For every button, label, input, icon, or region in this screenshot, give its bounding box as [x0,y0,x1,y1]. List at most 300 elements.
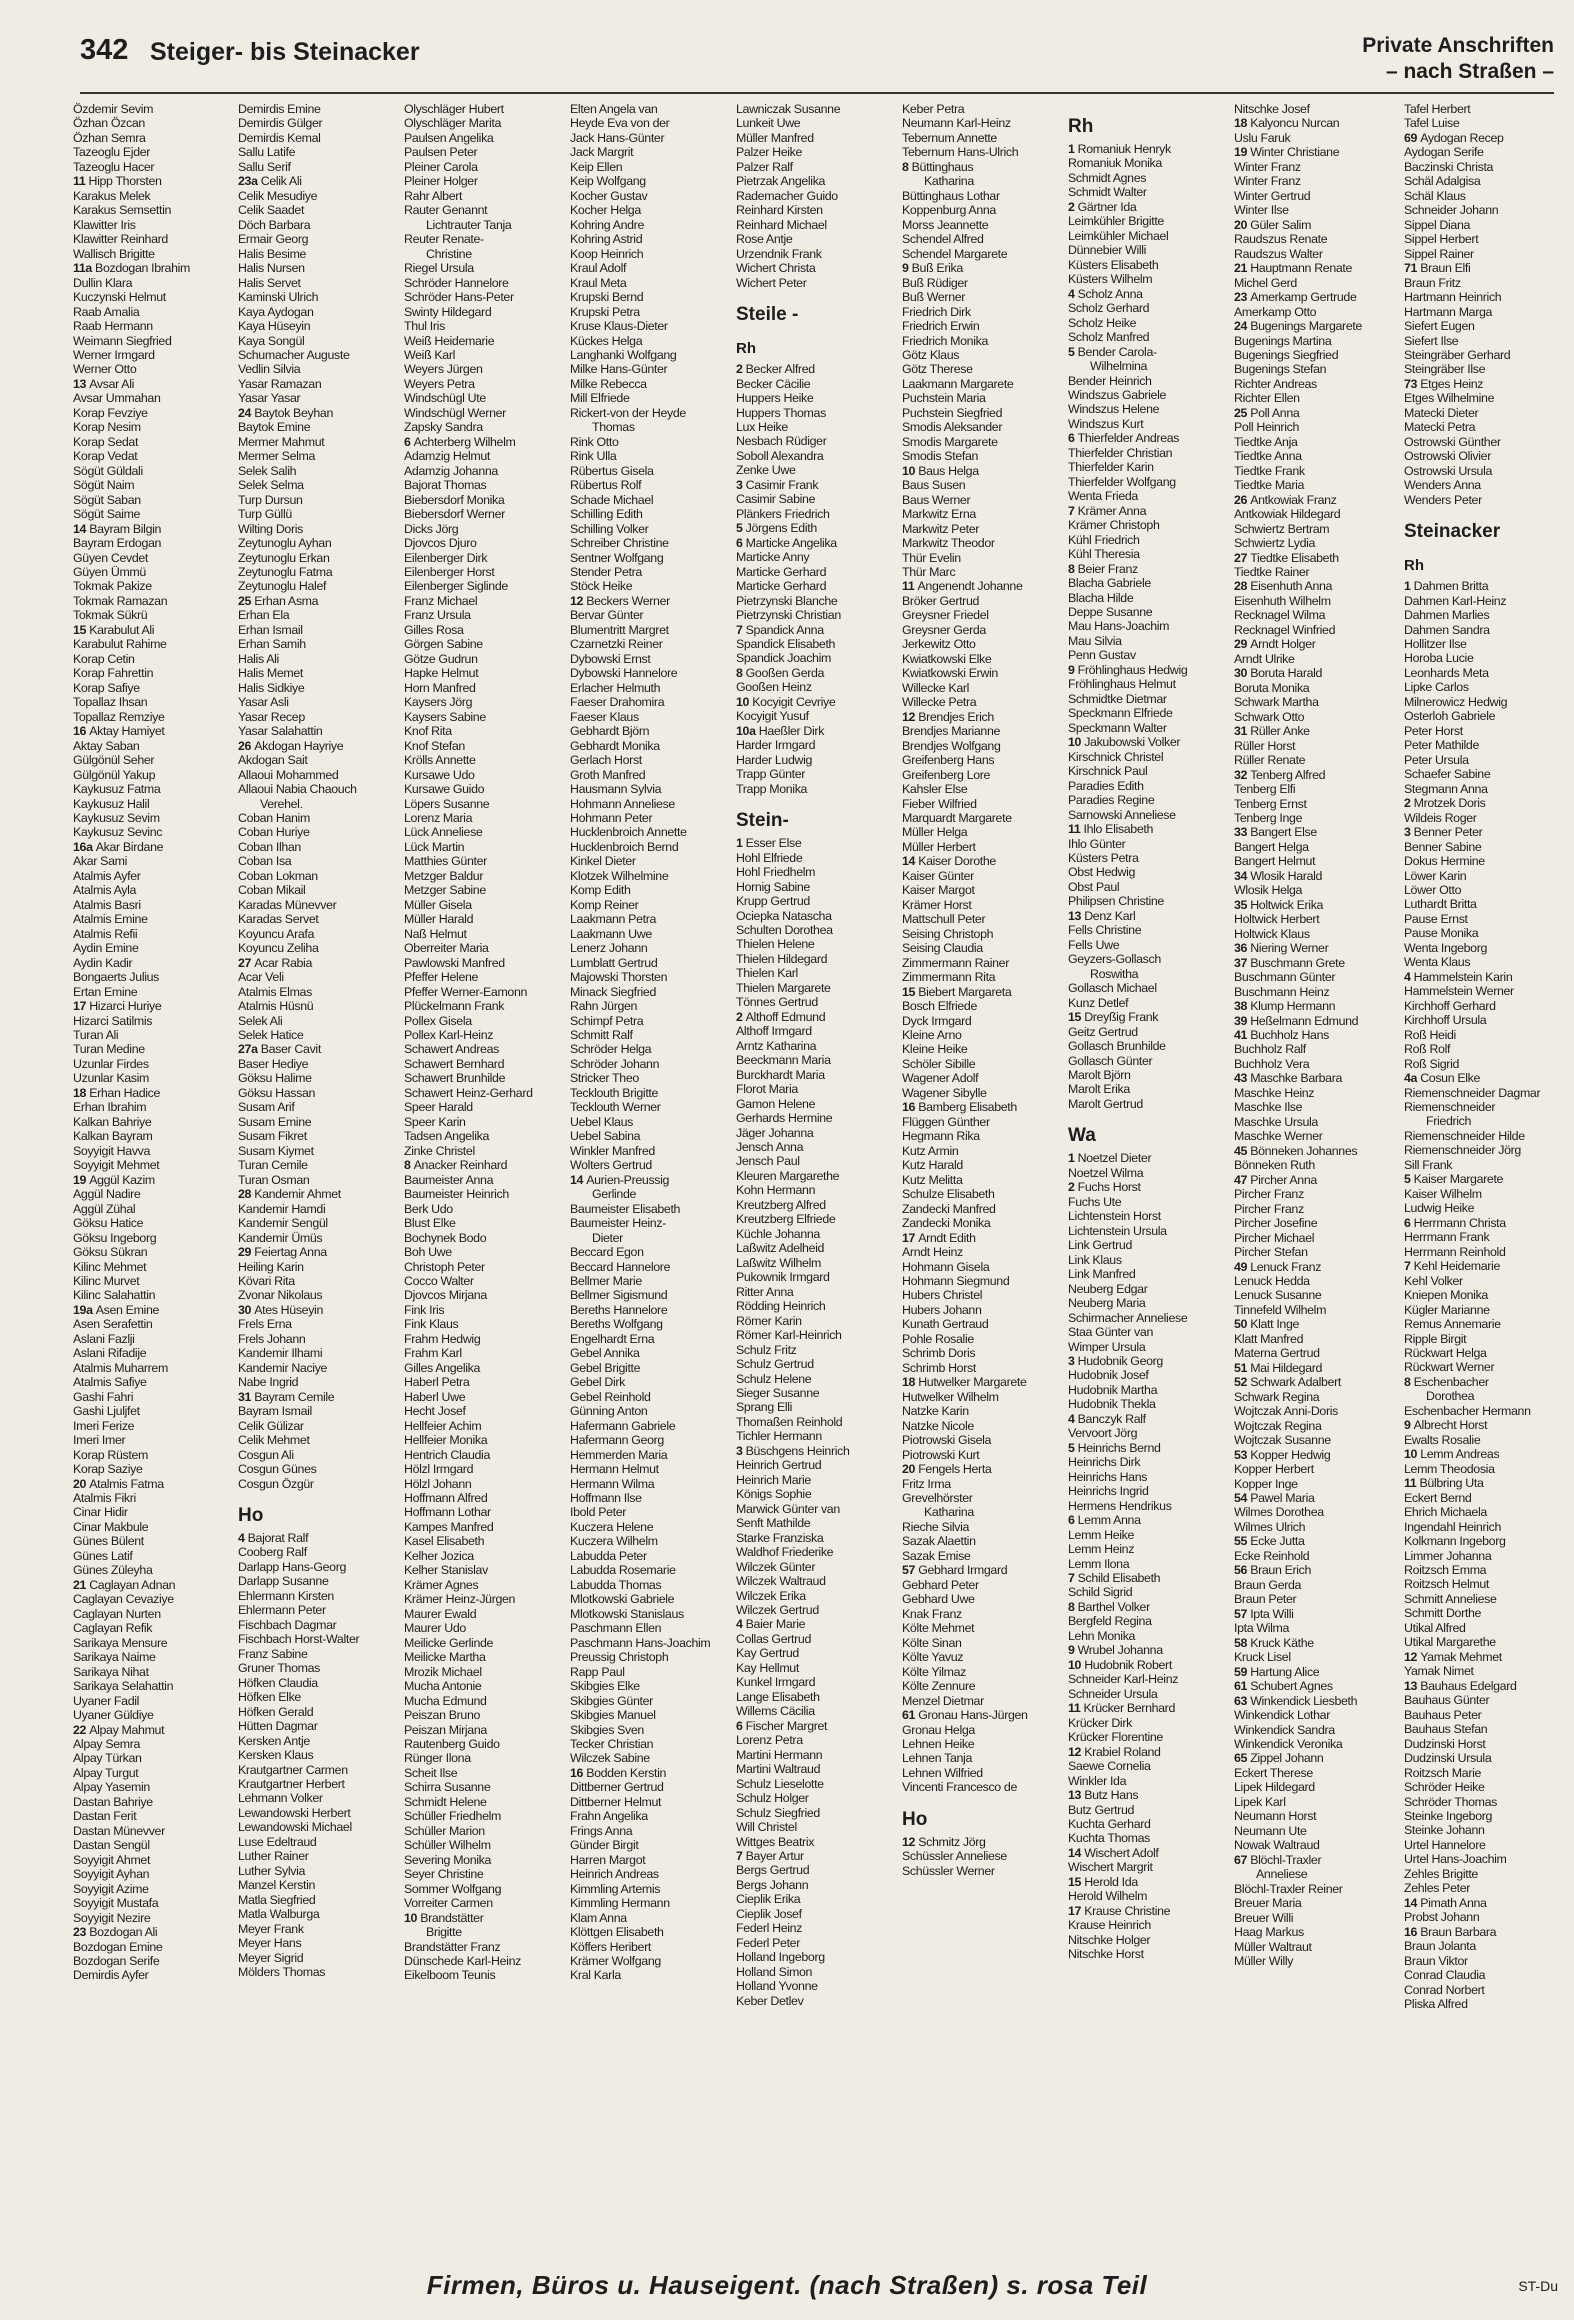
resident-entry: 16a Akar Birdane [73,839,164,854]
resident-entry: Gashi Ljuljfet [73,1404,140,1419]
resident-entry: Müller Manfred [736,130,814,145]
resident-entry: 55 Ecke Jutta [1234,1534,1305,1549]
resident-entry: Kopper Inge [1234,1476,1298,1491]
house-number: 10 [1068,1657,1085,1672]
resident-entry: Amerkamp Otto [1234,304,1317,319]
resident-entry: Skibgies Elke [570,1679,640,1694]
resident-entry: Raab Hermann [73,319,153,334]
resident-entry: Schwiertz Lydia [1234,536,1316,551]
resident-entry: Karabulut Rahime [73,637,167,652]
resident-entry: Hoffmann Alfred [404,1491,488,1505]
house-number: 23 [73,1925,90,1940]
resident-entry: Göksu Ingeborg [73,1230,157,1245]
resident-entry: 57 Ipta Willi [1234,1606,1294,1621]
resident-entry: Paulsen Angelika [404,130,494,145]
resident-entry: Kraul Adolf [570,261,627,276]
entry-continuation: Brigitte [426,1925,462,1940]
resident-entry: Ehrich Michaela [1404,1505,1487,1520]
directory-column [1404,102,1566,2250]
district-heading: Rh [1404,557,1424,575]
resident-entry: Lorenz Maria [404,810,473,825]
resident-entry: Aggül Nadire [73,1187,141,1202]
resident-entry: Baus Susen [902,478,966,493]
resident-entry: 10 Baus Helga [902,463,979,478]
resident-entry: 2 Fuchs Horst [1068,1180,1141,1195]
resident-entry: Römer Karin [736,1313,802,1328]
house-number: 7 [736,622,746,637]
resident-entry: Paradies Regine [1068,793,1155,808]
resident-entry: Dünschede Karl-Heinz [404,1954,521,1968]
house-number: 10 [1404,1447,1421,1462]
resident-entry: Recknagel Winfried [1234,622,1336,637]
house-number: 51 [1234,1360,1251,1375]
resident-entry: Dokus Hermine [1404,854,1485,869]
resident-entry: 8 Beier Franz [1068,561,1138,576]
resident-entry: Sill Frank [1404,1157,1453,1172]
house-number: 11 [1404,1476,1420,1491]
resident-entry: 28 Eisenhuth Anna [1234,579,1333,594]
resident-entry: Heinrichs Dirk [1068,1455,1141,1470]
resident-entry: Uzunlar Kasim [73,1071,150,1086]
resident-entry: Atalmis Emine [73,912,148,927]
resident-entry: Winkendick Sandra [1234,1722,1335,1737]
resident-entry: Matecki Petra [1404,420,1476,435]
resident-entry: Kunkel Irmgard [736,1675,816,1690]
resident-entry: Riemenschneider Dagmar [1404,1085,1541,1100]
resident-entry: 14 Pimath Anna [1404,1895,1487,1910]
resident-entry: Scholz Gerhard [1068,301,1150,316]
resident-entry: Will Christel [736,1820,797,1835]
resident-entry: Franz Sabine [238,1646,308,1661]
resident-entry: Arntz Katharina [736,1038,817,1053]
resident-entry: Marticke Anny [736,550,810,565]
resident-entry: Saewe Cornelia [1068,1759,1151,1774]
resident-entry: Kasel Elisabeth [404,1534,485,1549]
house-number: 30 [1234,666,1251,681]
resident-entry: Beeckmann Maria [736,1053,831,1068]
resident-entry: Göksu Hassan [238,1085,316,1100]
resident-entry: Komp Reiner [570,897,639,912]
resident-entry: Thierfelder Karin [1068,460,1154,475]
resident-entry: 25 Poll Anna [1234,405,1300,420]
house-number: 43 [1234,1071,1251,1086]
resident-entry: 33 Bangert Else [1234,825,1317,840]
resident-entry: Günes Bülent [73,1534,144,1549]
house-number: 10 [404,1910,421,1925]
resident-entry: Peiszan Bruno [404,1708,481,1723]
resident-entry: Seising Christoph [902,926,994,941]
resident-entry: Sarikaya Selahattin [73,1679,174,1694]
resident-entry: Korap Saziye [73,1462,143,1477]
resident-entry: Kelher Jozica [404,1548,474,1563]
resident-entry: Laßwitz Wilhelm [736,1255,821,1270]
resident-entry: Sögüt Güldali [73,463,143,478]
resident-entry: 3 Hudobnik Georg [1068,1353,1163,1368]
resident-entry: Pliska Alfred [1404,1997,1468,2012]
resident-entry: Wolters Gertrud [570,1158,652,1173]
resident-entry: Sarikaya Naime [73,1650,156,1665]
resident-entry: Erhan Ibrahim [73,1100,147,1115]
resident-entry: Bosch Elfriede [902,999,977,1014]
resident-entry: Fieber Wilfried [902,796,977,811]
resident-entry: Selek Hatice [238,1028,304,1042]
directory-column [902,102,1064,2250]
resident-entry: Cinar Makbule [73,1519,149,1534]
resident-entry: Tiedtke Rainer [1234,565,1310,579]
resident-entry: Seyer Christine [404,1867,484,1882]
resident-entry: Windszus Helene [1068,402,1160,417]
resident-entry: Alpay Semra [73,1736,141,1751]
house-number: 61 [902,1708,919,1723]
resident-entry: Bauhaus Günter [1404,1693,1490,1708]
entry-continuation: Gerlinde [592,1187,637,1202]
resident-entry: Berk Udo [404,1201,453,1216]
resident-entry: Weyers Jürgen [404,362,483,377]
resident-entry: 12 Yamak Mehmet [1404,1649,1502,1664]
resident-entry: Obst Paul [1068,879,1120,894]
resident-entry: Kersken Antje [238,1733,310,1748]
entry-continuation: Anneliese [1256,1867,1308,1882]
resident-entry: Franz Ursula [404,608,471,623]
resident-entry: Nitschke Holger [1068,1932,1151,1947]
resident-entry: Krämer Christoph [1068,518,1160,533]
resident-entry: Müller Helga [902,825,968,840]
resident-entry: 39 Heßelmann Edmund [1234,1013,1359,1028]
resident-entry: Wittges Beatrix [736,1834,815,1849]
resident-entry: Wichert Peter [736,275,807,290]
resident-entry: Bellmer Marie [570,1273,642,1288]
resident-entry: 20 Atalmis Fatma [73,1476,164,1491]
house-number: 9 [1404,1418,1414,1433]
resident-entry: Nitschke Josef [1234,102,1310,116]
resident-entry: Knof Rita [404,724,452,739]
house-number: 16 [73,724,90,739]
resident-entry: Schawert Brunhilde [404,1071,506,1086]
resident-entry: Kaya Hüseyin [238,319,311,334]
resident-entry: Schulz Fritz [736,1342,797,1357]
resident-entry: Arndt Heinz [902,1245,963,1260]
resident-entry: Hohl Elfriede [736,850,803,865]
house-number: 16a [73,839,96,854]
resident-entry: Bochynek Bodo [404,1230,487,1245]
house-number: 4 [736,1617,746,1632]
resident-entry: Spandick Joachim [736,651,831,666]
resident-entry: Tebernum Annette [902,130,997,145]
resident-entry: Schirmacher Anneliese [1068,1310,1188,1325]
resident-entry: Leimkühler Michael [1068,228,1169,243]
resident-entry: Dicks Jörg [404,521,459,536]
resident-entry: Soyyigit Ayhan [73,1867,150,1882]
resident-entry: Fischbach Dagmar [238,1617,337,1632]
resident-entry: Stender Petra [570,565,642,579]
house-number: 73 [1404,376,1421,391]
resident-entry: Kersken Klaus [238,1748,314,1763]
resident-entry: 19 Aggül Kazim [73,1172,155,1187]
resident-entry: 7 Bayer Artur [736,1848,804,1863]
directory-column [73,102,235,2250]
resident-entry: 14 Kaiser Dorothe [902,854,996,869]
resident-entry: Frels Erna [238,1317,292,1332]
resident-entry: Kövari Rita [238,1273,295,1288]
resident-entry: Keip Ellen [570,159,623,174]
resident-entry: Dyck Irmgard [902,1013,972,1028]
resident-entry: Komp Edith [570,883,631,898]
resident-entry: Sippel Diana [1404,217,1471,232]
resident-entry: Bergs Johann [736,1877,809,1892]
resident-entry: Conrad Norbert [1404,1982,1485,1997]
resident-entry: Hudobnik Thekla [1068,1397,1156,1412]
resident-entry: Breuer Willi [1234,1910,1294,1925]
resident-entry: 7 Kehl Heidemarie [1404,1259,1500,1274]
resident-entry: Lange Elisabeth [736,1689,820,1704]
resident-entry: Kleine Heike [902,1042,968,1057]
house-number: 14 [570,1172,587,1187]
resident-entry: 31 Rüller Anke [1234,724,1310,739]
resident-entry: Schendel Margarete [902,246,1008,261]
resident-entry: Wenta Klaus [1404,955,1471,970]
resident-entry: Uebel Klaus [570,1114,633,1129]
resident-entry: Thür Evelin [902,550,961,565]
house-number: 19a [73,1302,96,1317]
resident-entry: Winter Franz [1234,159,1301,174]
house-number: 26 [238,738,255,753]
resident-entry: Wilczek Erika [736,1588,806,1603]
resident-entry: Martini Waltraud [736,1762,821,1777]
resident-entry: Zeytunoglu Fatma [238,565,333,579]
house-number: 14 [1068,1845,1085,1860]
resident-entry: Özhan Semra [73,130,146,145]
resident-entry: Coban Hanim [238,810,310,825]
resident-entry: Baumeister Heinz- [570,1216,666,1231]
resident-entry: Yasar Yasar [238,391,301,406]
resident-entry: Tecker Christian [570,1736,654,1751]
resident-entry: Engelhardt Erna [570,1331,655,1346]
house-number: 67 [1234,1852,1251,1867]
resident-entry: Maschke Werner [1234,1129,1323,1144]
resident-entry: Krücker Florentine [1068,1730,1163,1745]
house-number: 41 [1234,1028,1251,1042]
resident-entry: Hohmann Siegmund [902,1273,1010,1288]
resident-entry: 14 Aurien-Preussig [570,1172,670,1187]
resident-entry: Pircher Michael [1234,1230,1315,1245]
resident-entry: Federl Heinz [736,1921,803,1936]
resident-entry: Kutz Armin [902,1143,959,1158]
resident-entry: Schulze Elisabeth [902,1187,995,1202]
resident-entry: Kreutzberg Alfred [736,1197,826,1212]
resident-entry: Schröder Johann [570,1056,660,1071]
resident-entry: 13 Butz Hans [1068,1788,1139,1803]
resident-entry: Friedrich Monika [902,333,988,348]
resident-entry: Laakmann Uwe [570,926,652,941]
resident-entry: Bugenings Siegfried [1234,347,1339,362]
resident-entry: 8 Anacker Reinhard [404,1158,508,1173]
resident-entry: Seising Claudia [902,941,983,956]
resident-entry: Schade Michael [570,492,654,507]
resident-entry: Götze Gudrun [404,651,478,666]
house-number: 11 [73,174,89,189]
resident-entry: 9 Wrubel Johanna [1068,1643,1163,1658]
resident-entry: Atalmis Refii [73,926,138,941]
resident-entry: Gilles Angelika [404,1360,481,1375]
resident-entry: Sazak Alaettin [902,1534,976,1549]
resident-entry: 15 Herold Ida [1068,1874,1138,1889]
resident-entry: Celik Saadet [238,203,305,218]
resident-entry: Löwer Karin [1404,868,1467,883]
resident-entry: Rahn Jürgen [570,999,638,1014]
resident-entry: Kursawe Guido [404,782,485,797]
resident-entry: Harren Margot [570,1852,646,1867]
resident-entry: Schwark Otto [1234,709,1305,724]
resident-entry: Schmidtke Dietmar [1068,691,1167,706]
resident-entry: Küsters Elisabeth [1068,257,1159,272]
resident-entry: Mlotkowski Stanislaus [570,1606,684,1621]
resident-entry: Tiedtke Maria [1234,478,1305,493]
resident-entry: Krämer Heinz-Jürgen [404,1592,516,1607]
resident-entry: Pleiner Carola [404,159,478,174]
resident-entry: Haberl Petra [404,1375,470,1390]
resident-entry: Roitzsch Emma [1404,1563,1487,1577]
resident-entry: Kaiser Wilhelm [1404,1186,1482,1201]
resident-entry: Karakus Melek [73,188,151,203]
resident-entry: 18 Erhan Hadice [73,1085,161,1100]
resident-entry: Wimper Ursula [1068,1339,1146,1354]
resident-entry: Raab Amalia [73,304,140,319]
resident-entry: 6 Lemm Anna [1068,1513,1141,1528]
resident-entry: Kandemir Sengül [238,1216,328,1231]
resident-entry: Lenerz Johann [570,941,648,956]
resident-entry: Kandemir Ilhami [238,1346,323,1361]
district-heading: Rh [736,340,756,358]
entry-continuation: Thomas [592,420,635,435]
resident-entry: Puchstein Maria [902,391,986,406]
resident-entry: Bervar Günter [570,608,644,623]
house-number: 7 [1068,1571,1078,1585]
resident-entry: Roß Heidi [1404,1027,1456,1042]
resident-entry: Güyen Ümmü [73,565,146,579]
resident-entry: Eschenbacher Hermann [1404,1403,1531,1418]
resident-entry: Götz Klaus [902,347,960,362]
resident-entry: Urzendnik Frank [736,246,822,261]
house-number: 5 [1404,1172,1414,1187]
resident-entry: Adamzig Helmut [404,449,490,464]
resident-entry: Neumann Horst [1234,1809,1317,1824]
resident-entry: Günder Birgit [570,1838,639,1853]
resident-entry: Költe Zennure [902,1679,976,1694]
resident-entry: Kelher Stanislav [404,1563,488,1578]
resident-entry: Thür Marc [902,565,956,579]
resident-entry: Ermair Georg [238,232,309,247]
resident-entry: Mermer Selma [238,449,316,464]
resident-entry: Bergs Gertrud [736,1863,810,1878]
resident-entry: Fells Christine [1068,923,1142,938]
resident-entry: Hoffmann Lothar [404,1505,491,1520]
resident-entry: Romaniuk Monika [1068,156,1162,171]
house-number: 6 [1068,431,1078,446]
resident-entry: Cosgun Ali [238,1447,294,1462]
resident-entry: Sögüt Saime [73,507,141,522]
resident-entry: Soyyigit Mustafa [73,1896,159,1911]
resident-entry: Tiedtke Frank [1234,463,1305,478]
resident-entry: Pietrzynski Blanche [736,593,838,608]
resident-entry: Müller Waltraut [1234,1939,1312,1954]
resident-entry: Zandecki Manfred [902,1201,996,1216]
resident-entry: Hudobnik Josef [1068,1368,1149,1383]
directory-column [736,102,898,2250]
resident-entry: Stegmann Anna [1404,781,1488,796]
resident-entry: Peter Mathilde [1404,738,1479,753]
resident-entry: Gebel Dirk [570,1375,626,1390]
resident-entry: Knof Stefan [404,738,465,753]
resident-entry: Greifenberg Lore [902,767,991,782]
resident-entry: Keip Wolfgang [570,174,646,189]
resident-entry: Meilicke Martha [404,1650,486,1665]
resident-entry: 23a Celik Ali [238,174,302,189]
house-number: 58 [1234,1635,1251,1650]
resident-entry: Hegmann Rika [902,1129,980,1144]
resident-entry: 38 Klump Hermann [1234,999,1336,1014]
resident-entry: Hellfeier Monika [404,1433,488,1448]
resident-entry: Tenberg Inge [1234,810,1303,825]
resident-entry: Greysner Friedel [902,608,989,623]
resident-entry: Zimmermann Rita [902,970,996,985]
resident-entry: Florot Maria [736,1082,798,1097]
resident-entry: Limmer Johanna [1404,1548,1492,1563]
resident-entry: Hemmerden Maria [570,1447,668,1462]
house-number: 45 [1234,1143,1251,1158]
house-number: 63 [1234,1693,1251,1708]
resident-entry: Schrimb Horst [902,1360,976,1375]
page-header [0,0,1574,110]
resident-entry: Knak Franz [902,1606,962,1621]
resident-entry: Kuczera Wilhelm [570,1534,658,1549]
resident-entry: Jensch Paul [736,1154,800,1169]
resident-entry: Költe Sinan [902,1635,962,1650]
section-subtitle: – nach Straßen – [1385,60,1554,83]
resident-entry: Richter Andreas [1234,376,1317,391]
resident-entry: Martini Hermann [736,1747,823,1762]
resident-entry: 71 Braun Elfi [1404,261,1471,276]
resident-entry: 8 Gooßen Gerda [736,665,825,680]
resident-entry: Kampes Manfred [404,1519,494,1534]
resident-entry: Baczinski Christa [1404,159,1494,174]
resident-entry: Thomaßen Reinhold [736,1414,843,1429]
resident-entry: Demirdis Kemal [238,130,321,145]
resident-entry: Lehnen Tanja [902,1751,972,1766]
resident-entry: Kohring Astrid [570,232,643,247]
resident-entry: Riegel Ursula [404,261,474,276]
resident-entry: Thielen Margarete [736,980,831,995]
resident-entry: Avsar Ummahan [73,391,161,406]
resident-entry: Jack Hans-Günter [570,130,665,145]
house-number: 3 [1404,825,1414,840]
resident-entry: Költe Mehmet [902,1621,975,1636]
resident-entry: Celik Mesudiye [238,188,318,203]
resident-entry: Gebhardt Björn [570,724,650,739]
resident-entry: Recknagel Wilma [1234,608,1326,623]
resident-entry: Lipke Carlos [1404,680,1469,695]
resident-entry: Poll Heinrich [1234,420,1300,435]
resident-entry: Schendel Alfred [902,232,984,247]
resident-entry: Yasar Ramazan [238,376,322,391]
resident-entry: Pollex Gisela [404,1013,472,1028]
resident-entry: Nowak Waltraud [1234,1838,1320,1853]
resident-entry: Bauhaus Peter [1404,1707,1482,1722]
resident-entry: 12 Schmitz Jörg [902,1834,986,1849]
resident-entry: Natzke Karin [902,1404,969,1419]
house-number: 9 [902,261,912,276]
house-number: 10 [1068,735,1085,750]
resident-entry: Schulz Siegfried [736,1805,820,1820]
